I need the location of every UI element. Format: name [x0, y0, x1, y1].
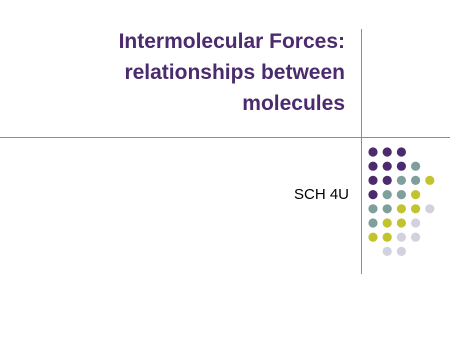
dot-teal: [411, 176, 420, 185]
dot-lavender: [397, 233, 406, 242]
dot-purple: [397, 162, 406, 171]
dot-olive: [383, 233, 392, 242]
dot-teal: [397, 190, 406, 199]
dot-olive: [368, 233, 377, 242]
dot-teal: [383, 204, 392, 213]
dot-lavender: [383, 247, 392, 256]
dot-teal: [397, 176, 406, 185]
dot-olive: [425, 176, 434, 185]
dot-lavender: [425, 204, 434, 213]
dot-olive: [411, 204, 420, 213]
dot-purple: [397, 147, 406, 156]
dot-teal: [368, 204, 377, 213]
dot-purple: [383, 176, 392, 185]
dot-purple: [368, 190, 377, 199]
dot-lavender: [411, 233, 420, 242]
dot-teal: [411, 162, 420, 171]
dot-purple: [368, 147, 377, 156]
dot-olive: [383, 218, 392, 227]
dot-teal: [368, 218, 377, 227]
dot-olive: [397, 218, 406, 227]
dot-purple: [383, 162, 392, 171]
dot-purple: [368, 176, 377, 185]
dot-lavender: [411, 218, 420, 227]
dot-teal: [383, 190, 392, 199]
dot-olive: [411, 190, 420, 199]
slide-subtitle: SCH 4U: [293, 186, 349, 203]
dot-purple: [383, 147, 392, 156]
dot-olive: [397, 204, 406, 213]
slide-title: Intermolecular Forces: relationships between molecules: [118, 30, 345, 115]
dot-purple: [368, 162, 377, 171]
dot-lavender: [397, 247, 406, 256]
